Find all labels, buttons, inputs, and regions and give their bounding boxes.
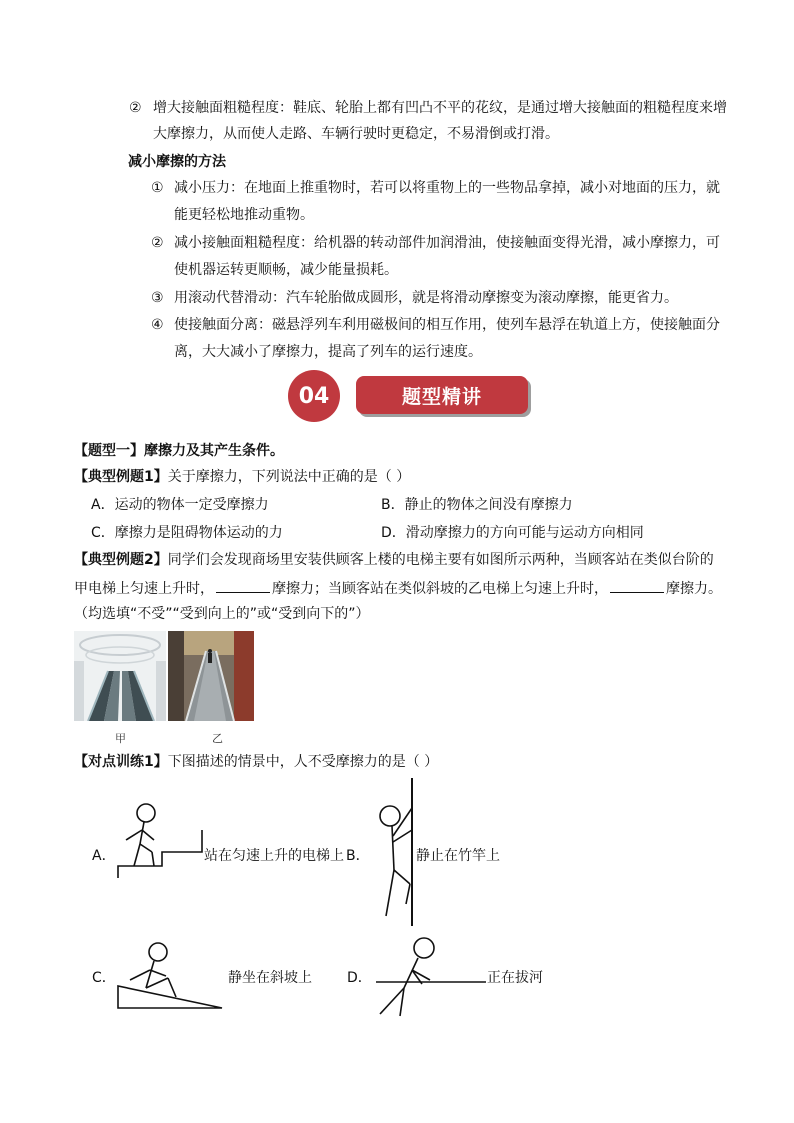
question-text: 同学们会发现商场里安装供顾客上楼的电梯主要有如图所示两种，当顾客站在类似台阶的 [167, 552, 714, 568]
list-number: ③ [151, 290, 164, 306]
section-number-badge: 04 [288, 370, 340, 422]
stick-figure-on-slope [116, 940, 226, 1010]
paragraph-line: 离，大大减小了摩擦力，提高了列车的运行速度。 [174, 344, 482, 360]
paragraph-line: 能更轻松地推动重物。 [174, 207, 314, 223]
list-number: ① [151, 180, 164, 196]
figure-caption: 甲 [115, 732, 126, 745]
list-number: ② [129, 100, 142, 116]
list-number: ④ [151, 317, 164, 333]
example-label: 【典型例题2】 [74, 552, 168, 568]
question-type-label: 【题型一】摩擦力及其产生条件。 [74, 443, 284, 459]
paragraph-line: 使接触面分离：磁悬浮列车利用磁极间的相互作用，使列车悬浮在轨道上方，使接触面分 [174, 317, 720, 333]
escalator-step-illustration [74, 631, 166, 721]
paragraph-line: 用滚动代替滑动：汽车轮胎做成圆形，就是将滑动摩擦变为滚动摩擦，能更省力。 [174, 290, 678, 306]
option-c: C．摩擦力是阻碍物体运动的力 [91, 525, 283, 541]
option-caption: 正在拔河 [487, 970, 543, 986]
question-text: 摩擦力。 [666, 581, 722, 597]
paragraph-line: 使机器运转更顺畅，减少能量损耗。 [174, 262, 398, 278]
paragraph-line: 减小接触面粗糙程度：给机器的转动部件加润滑油，使接触面变得光滑，减小摩擦力，可 [174, 235, 720, 251]
option-letter: A． [92, 848, 116, 864]
escalator-photo-yi [168, 631, 254, 721]
section-title-banner: 题型精讲 [356, 376, 528, 414]
moving-walkway-illustration [168, 631, 254, 721]
section-heading: 减小摩擦的方法 [128, 154, 226, 170]
option-letter: C． [92, 970, 116, 986]
stick-figure-on-escalator [110, 800, 210, 880]
option-a: A．运动的物体一定受摩擦力 [91, 497, 269, 513]
stick-figure-tug-of-war [368, 930, 488, 1020]
question-text: 摩擦力；当顾客站在类似斜坡的乙电梯上匀速上升时， [272, 581, 608, 597]
option-caption: 静止在竹竿上 [416, 848, 500, 864]
option-caption: 站在匀速上升的电梯上 [204, 848, 344, 864]
paragraph-line: 大摩擦力，从而使人走路、车辆行驶时更稳定，不易滑倒或打滑。 [153, 126, 559, 142]
list-number: ② [151, 235, 164, 251]
question-text: 关于摩擦力，下列说法中正确的是（ ） [167, 469, 411, 485]
question-text: 甲电梯上匀速上升时， [74, 581, 214, 597]
answer-blank[interactable] [216, 578, 270, 593]
training-label: 【对点训练1】 [74, 754, 168, 770]
escalator-photo-jia [74, 631, 166, 721]
question-text: 下图描述的情景中，人不受摩擦力的是（ ） [167, 754, 439, 770]
option-letter: D． [347, 970, 372, 986]
option-b: B．静止的物体之间没有摩擦力 [381, 497, 573, 513]
paragraph-line: 减小压力：在地面上推重物时，若可以将重物上的一些物品拿掉，减小对地面的压力，就 [174, 180, 720, 196]
example-label: 【典型例题1】 [74, 469, 168, 485]
option-d: D．滑动摩擦力的方向可能与运动方向相同 [381, 525, 644, 541]
option-caption: 静坐在斜坡上 [228, 970, 312, 986]
instruction-text: （均选填“不受”“受到向上的”或“受到向下的”） [74, 606, 370, 622]
option-letter: B． [346, 848, 370, 864]
answer-blank[interactable] [610, 578, 664, 593]
figure-caption: 乙 [212, 732, 223, 745]
paragraph-line: 增大接触面粗糙程度：鞋底、轮胎上都有凹凸不平的花纹，是通过增大接触面的粗糙程度来增 [153, 100, 727, 116]
